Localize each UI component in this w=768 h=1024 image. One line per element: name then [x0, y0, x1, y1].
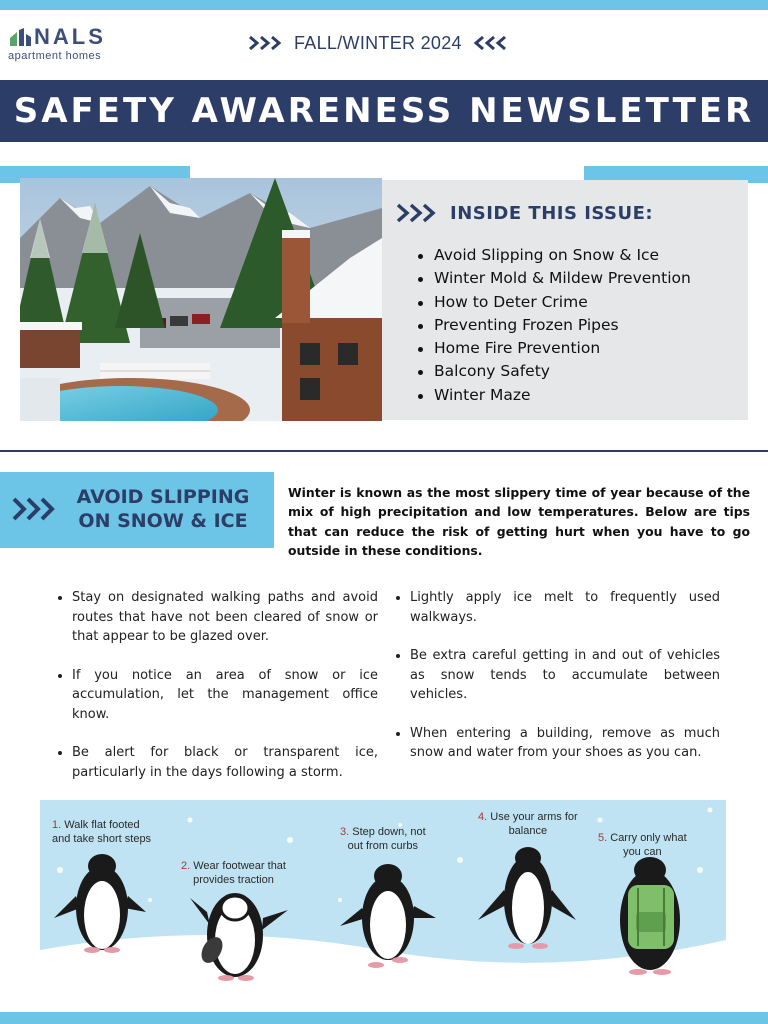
season-text: FALL/WINTER 2024 [294, 32, 462, 53]
season-label [248, 30, 508, 56]
tip-item: If you notice an area of snow or ice accumulation, let the management office know. [58, 666, 378, 725]
issue-item: Winter Mold & Mildew Prevention [416, 267, 691, 290]
inside-this-issue-panel [382, 180, 748, 420]
section-intro: Winter is known as the most slippery time of year because of the mix of high precipitation and low temperatures. Below are tips that can reduce the risk of getting hurt when you have to go outside in these conditions. [288, 485, 750, 558]
chevrons-right-icon [12, 496, 58, 522]
issue-item: Preventing Frozen Pipes [416, 314, 691, 337]
issue-item: Avoid Slipping on Snow & Ice [416, 244, 691, 267]
issue-heading [396, 202, 653, 224]
section-title-line1: AVOID SLIPPING [76, 486, 250, 508]
section-title [58, 485, 268, 533]
chevrons-right-icon [248, 34, 284, 52]
tip-item: Be extra careful getting in and out of vehicles as snow tends to accumulate between vehicles. [396, 646, 720, 705]
tips-list-right [396, 588, 720, 782]
section-divider [0, 450, 768, 452]
section-heading-box [0, 472, 274, 548]
tip-item: Lightly apply ice melt to frequently used walkways. [396, 588, 720, 627]
title-banner [0, 80, 768, 142]
logo-wordmark: NALS [34, 24, 106, 49]
logo-subtitle: apartment homes [8, 50, 102, 62]
chevrons-left-icon [472, 34, 508, 52]
chevrons-right-icon [396, 202, 440, 224]
penguin-illustration [40, 800, 726, 990]
step-5-caption: 5. Carry only what you can [598, 832, 687, 858]
issue-item: Balcony Safety [416, 360, 691, 383]
section-title-line2: ON SNOW & ICE [78, 510, 248, 532]
tip-item: Stay on designated walking paths and avoid routes that have not been cleared of snow or that appear to be glazed over. [58, 588, 378, 647]
nals-logo [8, 24, 120, 64]
step-4-caption: 4. Use your arms for balance [478, 811, 578, 837]
tip-item: Be alert for black or transparent ice, particularly in the days following a storm. [58, 743, 378, 782]
issue-list [416, 244, 691, 407]
top-accent-bar [0, 0, 768, 10]
newsletter-title: SAFETY AWARENESS NEWSLETTER [13, 91, 755, 131]
issue-item: Home Fire Prevention [416, 337, 691, 360]
step-3-caption: 3. Step down, not out from curbs [340, 826, 426, 852]
issue-item: Winter Maze [416, 384, 691, 407]
bottom-accent-bar [0, 1012, 768, 1024]
issue-item: How to Deter Crime [416, 291, 691, 314]
step-1-caption: 1. Walk flat footed and take short steps [52, 819, 152, 845]
issue-heading-text: INSIDE THIS ISSUE: [450, 202, 654, 224]
house-logo-icon [10, 28, 32, 46]
winter-apartment-photo [20, 178, 382, 421]
step-2-caption: 2. Wear footwear that provides traction [181, 860, 286, 886]
tips-list-left [58, 588, 378, 801]
tip-item: When entering a building, remove as much snow and water from your shoes as you can. [396, 724, 720, 763]
